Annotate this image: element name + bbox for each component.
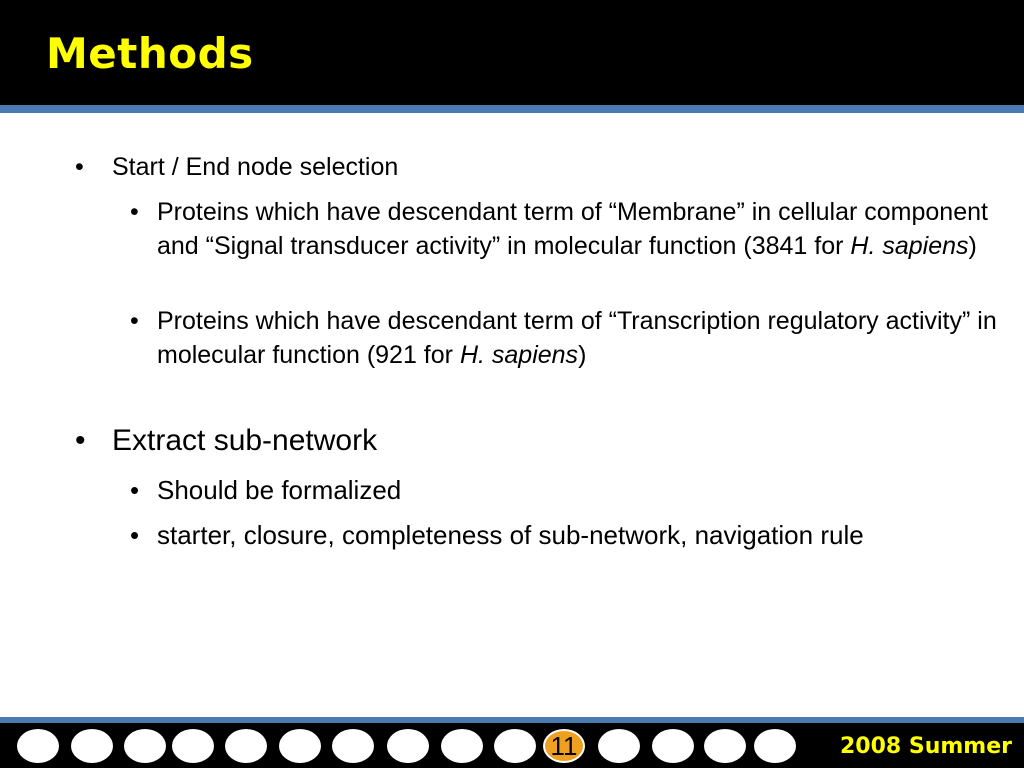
footer-date-label: 2008 Summer bbox=[839, 734, 1012, 759]
sub-bullet-text: starter, closure, completeness of sub-network, navigation rule bbox=[157, 520, 864, 550]
bullet-text: Start / End node selection bbox=[112, 153, 399, 181]
sub-bullet-text: Proteins which have descendant term of “Transcription regulatory activity” in molecular function (921 for bbox=[157, 307, 997, 369]
bullet-dot-icon: • bbox=[130, 520, 140, 550]
slide-nav-dot[interactable] bbox=[124, 729, 166, 763]
species-name: H. sapiens bbox=[850, 232, 969, 260]
bullet-dot-icon: • bbox=[75, 153, 84, 181]
slide-nav-dot[interactable] bbox=[494, 729, 536, 763]
species-name: H. sapiens bbox=[459, 341, 579, 369]
bullet-dot-icon: • bbox=[130, 475, 140, 505]
slide-nav-dot[interactable] bbox=[704, 729, 746, 763]
sub-bullet-text: Should be formalized bbox=[157, 475, 402, 505]
slide-nav-dot[interactable] bbox=[441, 729, 483, 763]
slide-nav-dot[interactable] bbox=[332, 729, 374, 763]
sub-bullet-membrane-proteins bbox=[130, 195, 997, 263]
current-slide-number: 11 bbox=[543, 729, 585, 763]
slide-nav-dot[interactable] bbox=[71, 729, 113, 763]
sub-bullet-starter-closure bbox=[130, 516, 997, 554]
slide-nav-dot[interactable] bbox=[17, 729, 59, 763]
bullet-extract-sub-network bbox=[75, 423, 378, 459]
sub-bullet-text: Proteins which have descendant term of “Membrane” in cellular component and “Signal transducer activity” in molecular function (3841 for bbox=[157, 198, 988, 260]
sub-bullet-text-end: ) bbox=[968, 232, 977, 260]
bullet-dot-icon: • bbox=[130, 198, 139, 226]
slide-nav-dot[interactable] bbox=[225, 729, 267, 763]
slide-nav-dot[interactable] bbox=[652, 729, 694, 763]
slide-title: Methods bbox=[46, 29, 254, 78]
bullet-dot-icon: • bbox=[75, 424, 86, 457]
slide-nav-dot[interactable] bbox=[387, 729, 429, 763]
bullet-dot-icon: • bbox=[130, 307, 139, 335]
sub-bullet-transcription-proteins bbox=[130, 304, 997, 372]
bullet-text: Extract sub-network bbox=[112, 424, 378, 457]
sub-bullet-text-end: ) bbox=[578, 341, 587, 369]
slide-nav-dot[interactable] bbox=[754, 729, 796, 763]
slide-nav-dot[interactable] bbox=[279, 729, 321, 763]
sub-bullet-formalized bbox=[130, 471, 997, 509]
slide-nav-dot[interactable] bbox=[598, 729, 640, 763]
bullet-start-end-selection bbox=[75, 152, 399, 182]
slide-nav-dot[interactable] bbox=[172, 729, 214, 763]
